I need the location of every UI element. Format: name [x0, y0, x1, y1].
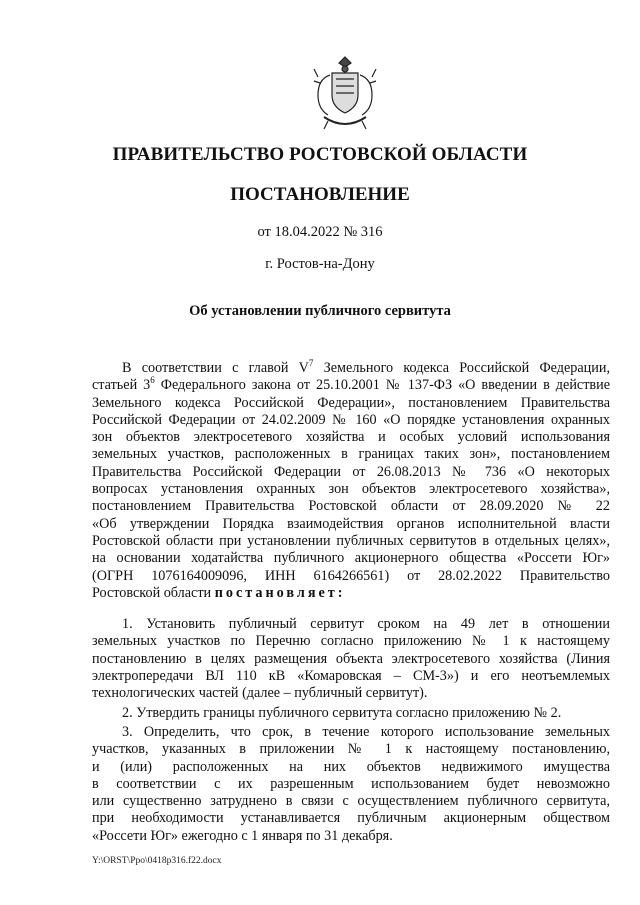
text-line: при необходимости устанавливается публичным акционерным обществом — [92, 810, 610, 827]
document-subject: Об установлении публичного сервитута — [189, 303, 451, 319]
text-line: постановлением Правительства Ростовской области от 28.09.2020 № 22 — [92, 498, 610, 515]
text-line: (ОГРН 1076164009096, ИНН 6164266561) от 28.02.2022 Правительство — [92, 567, 610, 584]
document-type: ПОСТАНОВЛЕНИЕ — [230, 184, 410, 205]
text-line: постановлению в целях размещения объекта электросетевого хозяйства (Линия — [92, 650, 610, 667]
item-3-paragraph — [92, 724, 610, 845]
date-number: от 18.04.2022 № 316 — [257, 224, 383, 240]
text-line: Правительства Российской Федерации от 26.08.2013 № 736 «О некоторых — [92, 463, 610, 480]
text-line: участков, указанных в приложении № 1 к настоящему постановлению, — [92, 741, 610, 758]
coat-of-arms-icon — [310, 53, 380, 133]
text-line: 3. Определить, что срок, в течение которого использование земельных — [122, 724, 610, 740]
item-2-paragraph — [92, 705, 610, 722]
text-line: вопросах установления охранных зон объектов электросетевого хозяйства», — [92, 481, 610, 498]
preamble-paragraph — [92, 360, 610, 602]
text-line: на основании ходатайства публичного акционерного общества «Россети Юг» — [92, 550, 610, 567]
text-line: в соответствии с их разрешенным использованием будет невозможно — [92, 775, 610, 792]
file-path-footer: Y:\ORST\Ppo\0418p316.f22.docx — [92, 856, 222, 866]
text-line: «Россети Юг» ежегодно с 1 января по 31 декабря. — [92, 827, 393, 844]
text-line: статьей $3^6$ Федерального закона от 25.10.2001 № 137-ФЗ «О введении в действие — [92, 375, 610, 394]
text-line: электропередачи ВЛ 110 кВ «Комаровская – СМ-3») и его неотъемлемых — [92, 667, 610, 684]
text-line: 2. Утвердить границы публичного сервитута согласно приложению № 2. — [122, 705, 562, 721]
text-line: земельных участков, расположенных в границах таких зон», постановлением — [92, 446, 610, 463]
text-line: Ростовской области постановляет: — [92, 584, 346, 601]
text-line: Российской Федерации от 24.02.2009 № 160 «О порядке установления охранных — [92, 411, 610, 428]
text-line: «Об утверждении Порядка взаимодействия органов исполнительной власти — [92, 515, 610, 532]
text-line: зон объектов электросетевого хозяйства и особых условий использования — [92, 429, 610, 446]
text-line: технологических частей (далее – публичный сервитут). — [92, 685, 428, 702]
organization-title: ПРАВИТЕЛЬСТВО РОСТОВСКОЙ ОБЛАСТИ — [112, 144, 528, 165]
text-line: или существенно затруднено в связи с осуществлением публичного сервитута, — [92, 793, 610, 810]
resolves-word: постановляет: — [214, 584, 346, 601]
text-line: 1. Установить публичный сервитут сроком на 49 лет в отношении — [122, 616, 610, 632]
text-line: Ростовской области при установлении публичных сервитутов в отдельных целях», — [92, 532, 610, 549]
item-1-paragraph — [92, 616, 610, 702]
text-line: Земельного кодекса Российской Федерации», постановлением Правительства — [92, 394, 610, 411]
text-line: В соответствии с главой $V^7$ Земельного кодекса Российской Федерации, — [122, 358, 610, 376]
city: г. Ростов-на-Дону — [265, 256, 375, 272]
text-line: земельных участков по Перечню согласно приложению № 1 к настоящему — [92, 633, 610, 650]
text-line: и (или) расположенных на них объектов недвижимого имущества — [92, 758, 610, 775]
